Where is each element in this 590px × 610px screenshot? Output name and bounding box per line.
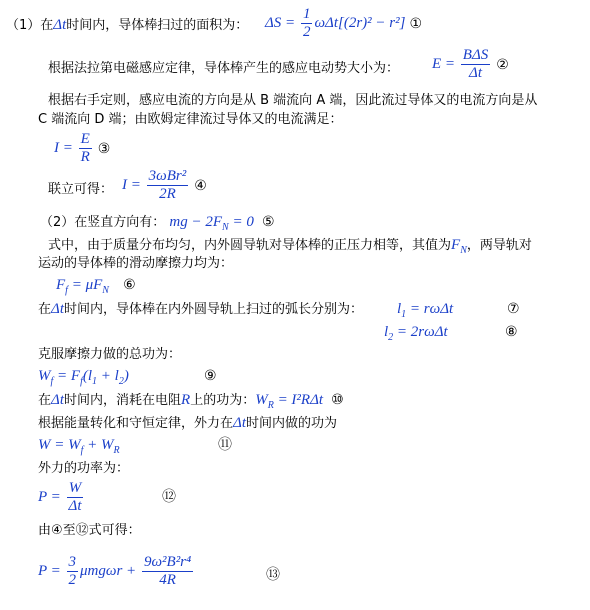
formula-part: l <box>397 301 402 317</box>
fraction <box>142 554 193 589</box>
formula-2 <box>432 47 509 82</box>
formula-part: = F <box>53 368 81 384</box>
eq-marker: ⑪ <box>218 437 232 453</box>
symbol: F <box>451 237 461 253</box>
denominator: Δt <box>469 65 483 81</box>
line-4 <box>38 111 343 129</box>
subscript: 1 <box>401 309 407 320</box>
formula-part: F <box>56 277 66 293</box>
fraction <box>461 47 490 82</box>
formula-part: = μF <box>67 277 103 293</box>
text: 时间内，导体棒在内外圆导轨上扫过的弧长分别为： <box>64 302 364 317</box>
symbol: R <box>181 392 191 408</box>
fraction <box>67 554 79 589</box>
formula-part: = 2rωΔt <box>393 324 448 340</box>
formula-part: W <box>255 392 268 408</box>
formula-part: W = W <box>38 437 81 453</box>
text: 式中，由于质量分布均匀，内外圆导轨对导体棒的正压力相等，其值为 <box>48 238 452 253</box>
eq-marker-13 <box>262 566 280 585</box>
text: 根据右手定则，感应电流的方向是从 B 端流向 A 端，因此流过导体又的电流方向是从 <box>48 93 538 108</box>
formula-8 <box>384 323 448 347</box>
text: 根据法拉第电磁感应定律，导体棒产生的感应电动势大小为： <box>48 61 400 76</box>
formula-part: P = <box>38 489 65 505</box>
text: 外力的功率为： <box>38 461 130 476</box>
formula-part: μmgωr + <box>80 563 140 579</box>
eq-marker: ④ <box>194 177 207 194</box>
eq-marker: ⑫ <box>162 489 176 505</box>
numerator: E <box>80 131 90 147</box>
eq-marker-9 <box>200 367 217 386</box>
numerator: BΔS <box>462 47 489 63</box>
text: 克服摩擦力做的总功为： <box>38 347 182 362</box>
formula-7 <box>397 300 453 324</box>
formula-part: (l <box>82 368 93 384</box>
line-10 <box>56 276 136 300</box>
formula-part: W <box>38 368 51 384</box>
formula-12 <box>38 554 195 589</box>
subscript: f <box>50 376 54 387</box>
text: 时间内做的功为 <box>246 416 338 431</box>
eq-marker: ⑦ <box>507 301 520 317</box>
subscript: N <box>460 245 467 256</box>
eq-marker: ① <box>409 15 423 32</box>
eq-marker: ⑬ <box>266 567 280 583</box>
text: 根据能量转化和守恒定律，外力在 <box>38 416 234 431</box>
formula-part: = I²RΔt <box>273 392 324 408</box>
numerator: 1 <box>302 6 311 22</box>
subscript: f <box>80 376 83 387</box>
formula-1 <box>265 6 422 41</box>
text: 在 <box>38 302 52 317</box>
eq-marker: ⑩ <box>331 392 344 408</box>
eq-marker: ③ <box>97 140 111 157</box>
delta-t: Δt <box>53 17 67 33</box>
delta-t: Δt <box>51 301 64 317</box>
text: 时间内，导体棒扫过的面积为： <box>66 18 249 33</box>
denominator: 2 <box>68 572 77 588</box>
denominator: 4R <box>159 572 176 588</box>
formula-part: P = <box>38 563 65 579</box>
formula-part: ωΔt[(2r)² − r²] <box>314 15 406 31</box>
line-13 <box>38 346 181 364</box>
line-16 <box>38 414 337 433</box>
eq-marker: ⑥ <box>123 277 136 293</box>
subscript: f <box>65 285 68 296</box>
formula-11 <box>38 480 86 515</box>
formula-part: E = <box>432 56 459 72</box>
eq-marker: ⑧ <box>505 324 518 340</box>
eq-marker: ⑤ <box>261 214 275 230</box>
subscript: N <box>222 222 229 233</box>
text: （1）在 <box>6 18 54 33</box>
line-6 <box>48 181 113 199</box>
denominator: R <box>80 149 90 165</box>
formula-9 <box>38 367 129 391</box>
subscript: R <box>267 400 274 411</box>
fraction <box>147 168 189 203</box>
denominator: 2 <box>302 24 311 40</box>
numerator: 3 <box>68 554 77 570</box>
formula-4 <box>122 168 207 203</box>
text: 在 <box>38 393 52 408</box>
text: ，两导轨对 <box>466 238 532 253</box>
eq-marker-8 <box>501 323 518 342</box>
subscript: N <box>102 285 109 296</box>
denominator: Δt <box>68 498 82 514</box>
eq-marker-12 <box>158 488 176 507</box>
line-7 <box>40 213 275 237</box>
fraction <box>79 131 92 166</box>
fraction <box>301 6 313 41</box>
line-20 <box>38 522 141 540</box>
denominator: 2R <box>159 186 176 202</box>
formula-part: I = <box>122 177 145 193</box>
fraction <box>67 480 84 515</box>
subscript: R <box>113 445 120 456</box>
formula-10 <box>38 436 120 460</box>
formula-part: + W <box>83 437 114 453</box>
text: 时间内，消耗在电阻 <box>64 393 182 408</box>
formula-part: = 0 <box>228 214 254 230</box>
subscript: 2 <box>118 376 124 387</box>
line-1 <box>6 16 248 35</box>
formula-part: I = <box>54 140 77 156</box>
text: 运动的导体棒的滑动摩擦力均为： <box>38 256 234 271</box>
formula-part: + l <box>97 368 119 384</box>
numerator: 9ω²B²r⁴ <box>143 554 192 570</box>
text: （2）在竖直方向有： <box>40 215 166 230</box>
subscript: 2 <box>388 332 394 343</box>
line-15 <box>38 391 344 415</box>
eq-marker: ② <box>496 56 509 73</box>
line-9 <box>38 255 233 273</box>
eq-marker-11 <box>214 436 232 455</box>
formula-part: mg − 2F <box>169 214 223 230</box>
line-11 <box>38 300 363 319</box>
text: 由④至⑫式可得： <box>38 523 141 538</box>
subscript: 1 <box>92 376 98 387</box>
line-18 <box>38 460 129 478</box>
eq-marker-7 <box>503 300 520 319</box>
eq-marker: ⑨ <box>204 368 217 384</box>
formula-part: ΔS = <box>265 15 299 31</box>
text: 上的功为： <box>190 393 256 408</box>
formula-5 <box>169 214 254 233</box>
text: C 端流向 D 端；由欧姆定律流过导体又的电流满足： <box>38 112 343 127</box>
formula-part: l <box>384 324 389 340</box>
delta-t: Δt <box>51 392 64 408</box>
numerator: W <box>68 480 82 496</box>
formula-part: = rωΔt <box>406 301 454 317</box>
line-2 <box>48 60 399 78</box>
formula-part: ) <box>123 368 129 384</box>
numerator: 3ωBr² <box>148 168 187 184</box>
line-3 <box>48 92 537 110</box>
fn-symbol <box>451 237 467 256</box>
delta-t: Δt <box>233 415 246 431</box>
formula-3 <box>54 131 110 166</box>
formula-6 <box>56 277 109 296</box>
subscript: f <box>80 445 84 456</box>
text: 联立可得： <box>48 182 114 197</box>
